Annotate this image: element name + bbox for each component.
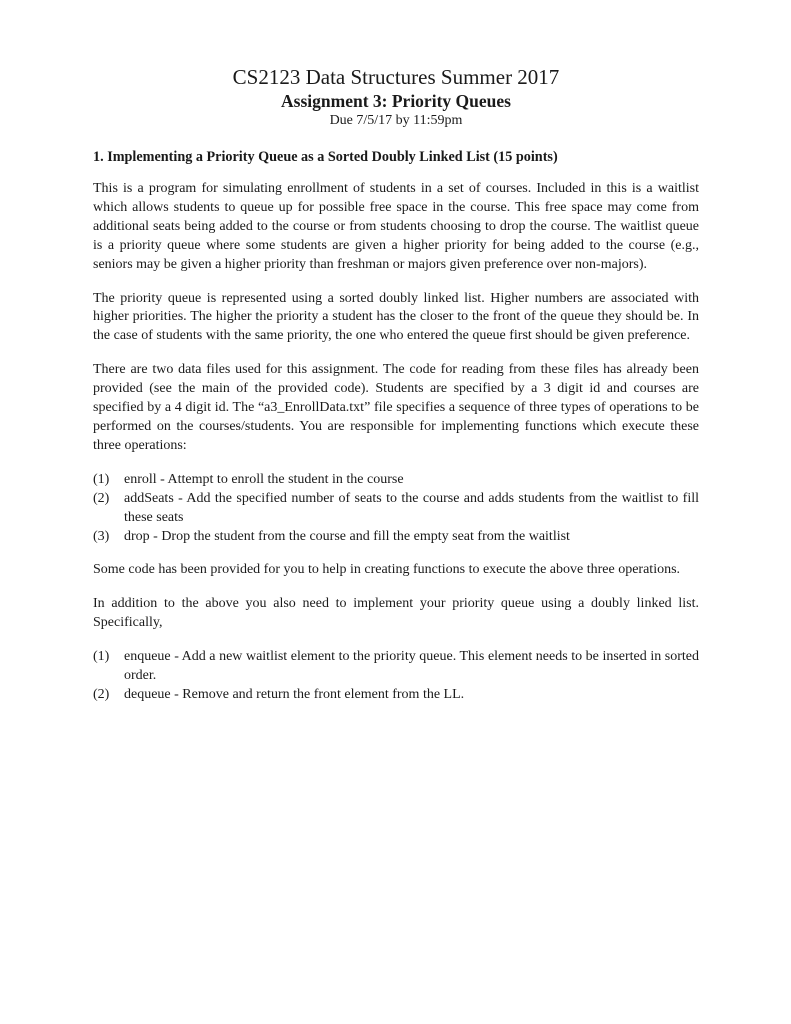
document-title: CS2123 Data Structures Summer 2017 [232,65,560,89]
list-item [93,490,699,528]
list-item [93,471,699,490]
assignment-subtitle: Assignment 3: Priority Queues [281,91,511,111]
due-date: Due 7/5/17 by 11:59pm [329,113,463,128]
list-item-text: enqueue - Add a new waitlist element to the priority queue. This element needs to be inserted in sorted order. [124,649,699,684]
paragraph-data-files: There are two data files used for this assignment. The code for reading from these files has already been provided (see the main of the provided code). Students are specified by a 3 digit id and courses are specified by a 4 digit id. The “a3_EnrollData.txt” file specifies a sequence of three types of operations to be performed on the courses/students. You are responsible for implementing functions which execute these three operations: [93,362,699,453]
ll-operations-list [93,648,699,705]
paragraph-intro: This is a program for simulating enrollment of students in a set of courses. Included in this is a waitlist which allows students to queue up for possible free space in the course. This free space may come from additional seats being added to the course or from students choosing to drop the course. The waitlist queue is a priority queue where some students are given a higher priority for being added to the course (e.g., seniors may be given a higher priority than freshman or majors given preference over non-majors). [93,181,699,272]
paragraph-provided-code: Some code has been provided for you to help in creating functions to execute the above three operations. [93,562,681,578]
paragraph-priority-queue: The priority queue is represented using a sorted doubly linked list. Higher numbers are associated with higher priorities. The higher the priority a student has the closer to the front of the queue they should be. In the case of students with the same priority, the one who entered the queue first should be given preference. [93,290,699,344]
list-item-text: enroll - Attempt to enroll the student in the course [124,471,404,487]
list-item-text: drop - Drop the student from the course and fill the empty seat from the waitlist [124,528,570,544]
document-page [93,64,699,720]
operations-list [93,471,699,547]
list-item-number: (1) [93,649,110,665]
list-item-number: (2) [93,686,110,702]
list-item-text: addSeats - Add the specified number of seats to the course and adds students from the waitlist to fill these seats [124,490,699,525]
list-item-number: (1) [93,471,110,487]
list-item [93,528,699,547]
section-heading: 1. Implementing a Priority Queue as a Sorted Doubly Linked List (15 points) [93,149,558,165]
list-item-text: dequeue - Remove and return the front element from the LL. [124,686,465,702]
paragraph-linked-list: In addition to the above you also need to implement your priority queue using a doubly linked list. Specifically, [93,596,699,631]
list-item-number: (3) [93,528,110,544]
list-item [93,686,699,705]
list-item-number: (2) [93,490,110,506]
list-item [93,648,699,686]
